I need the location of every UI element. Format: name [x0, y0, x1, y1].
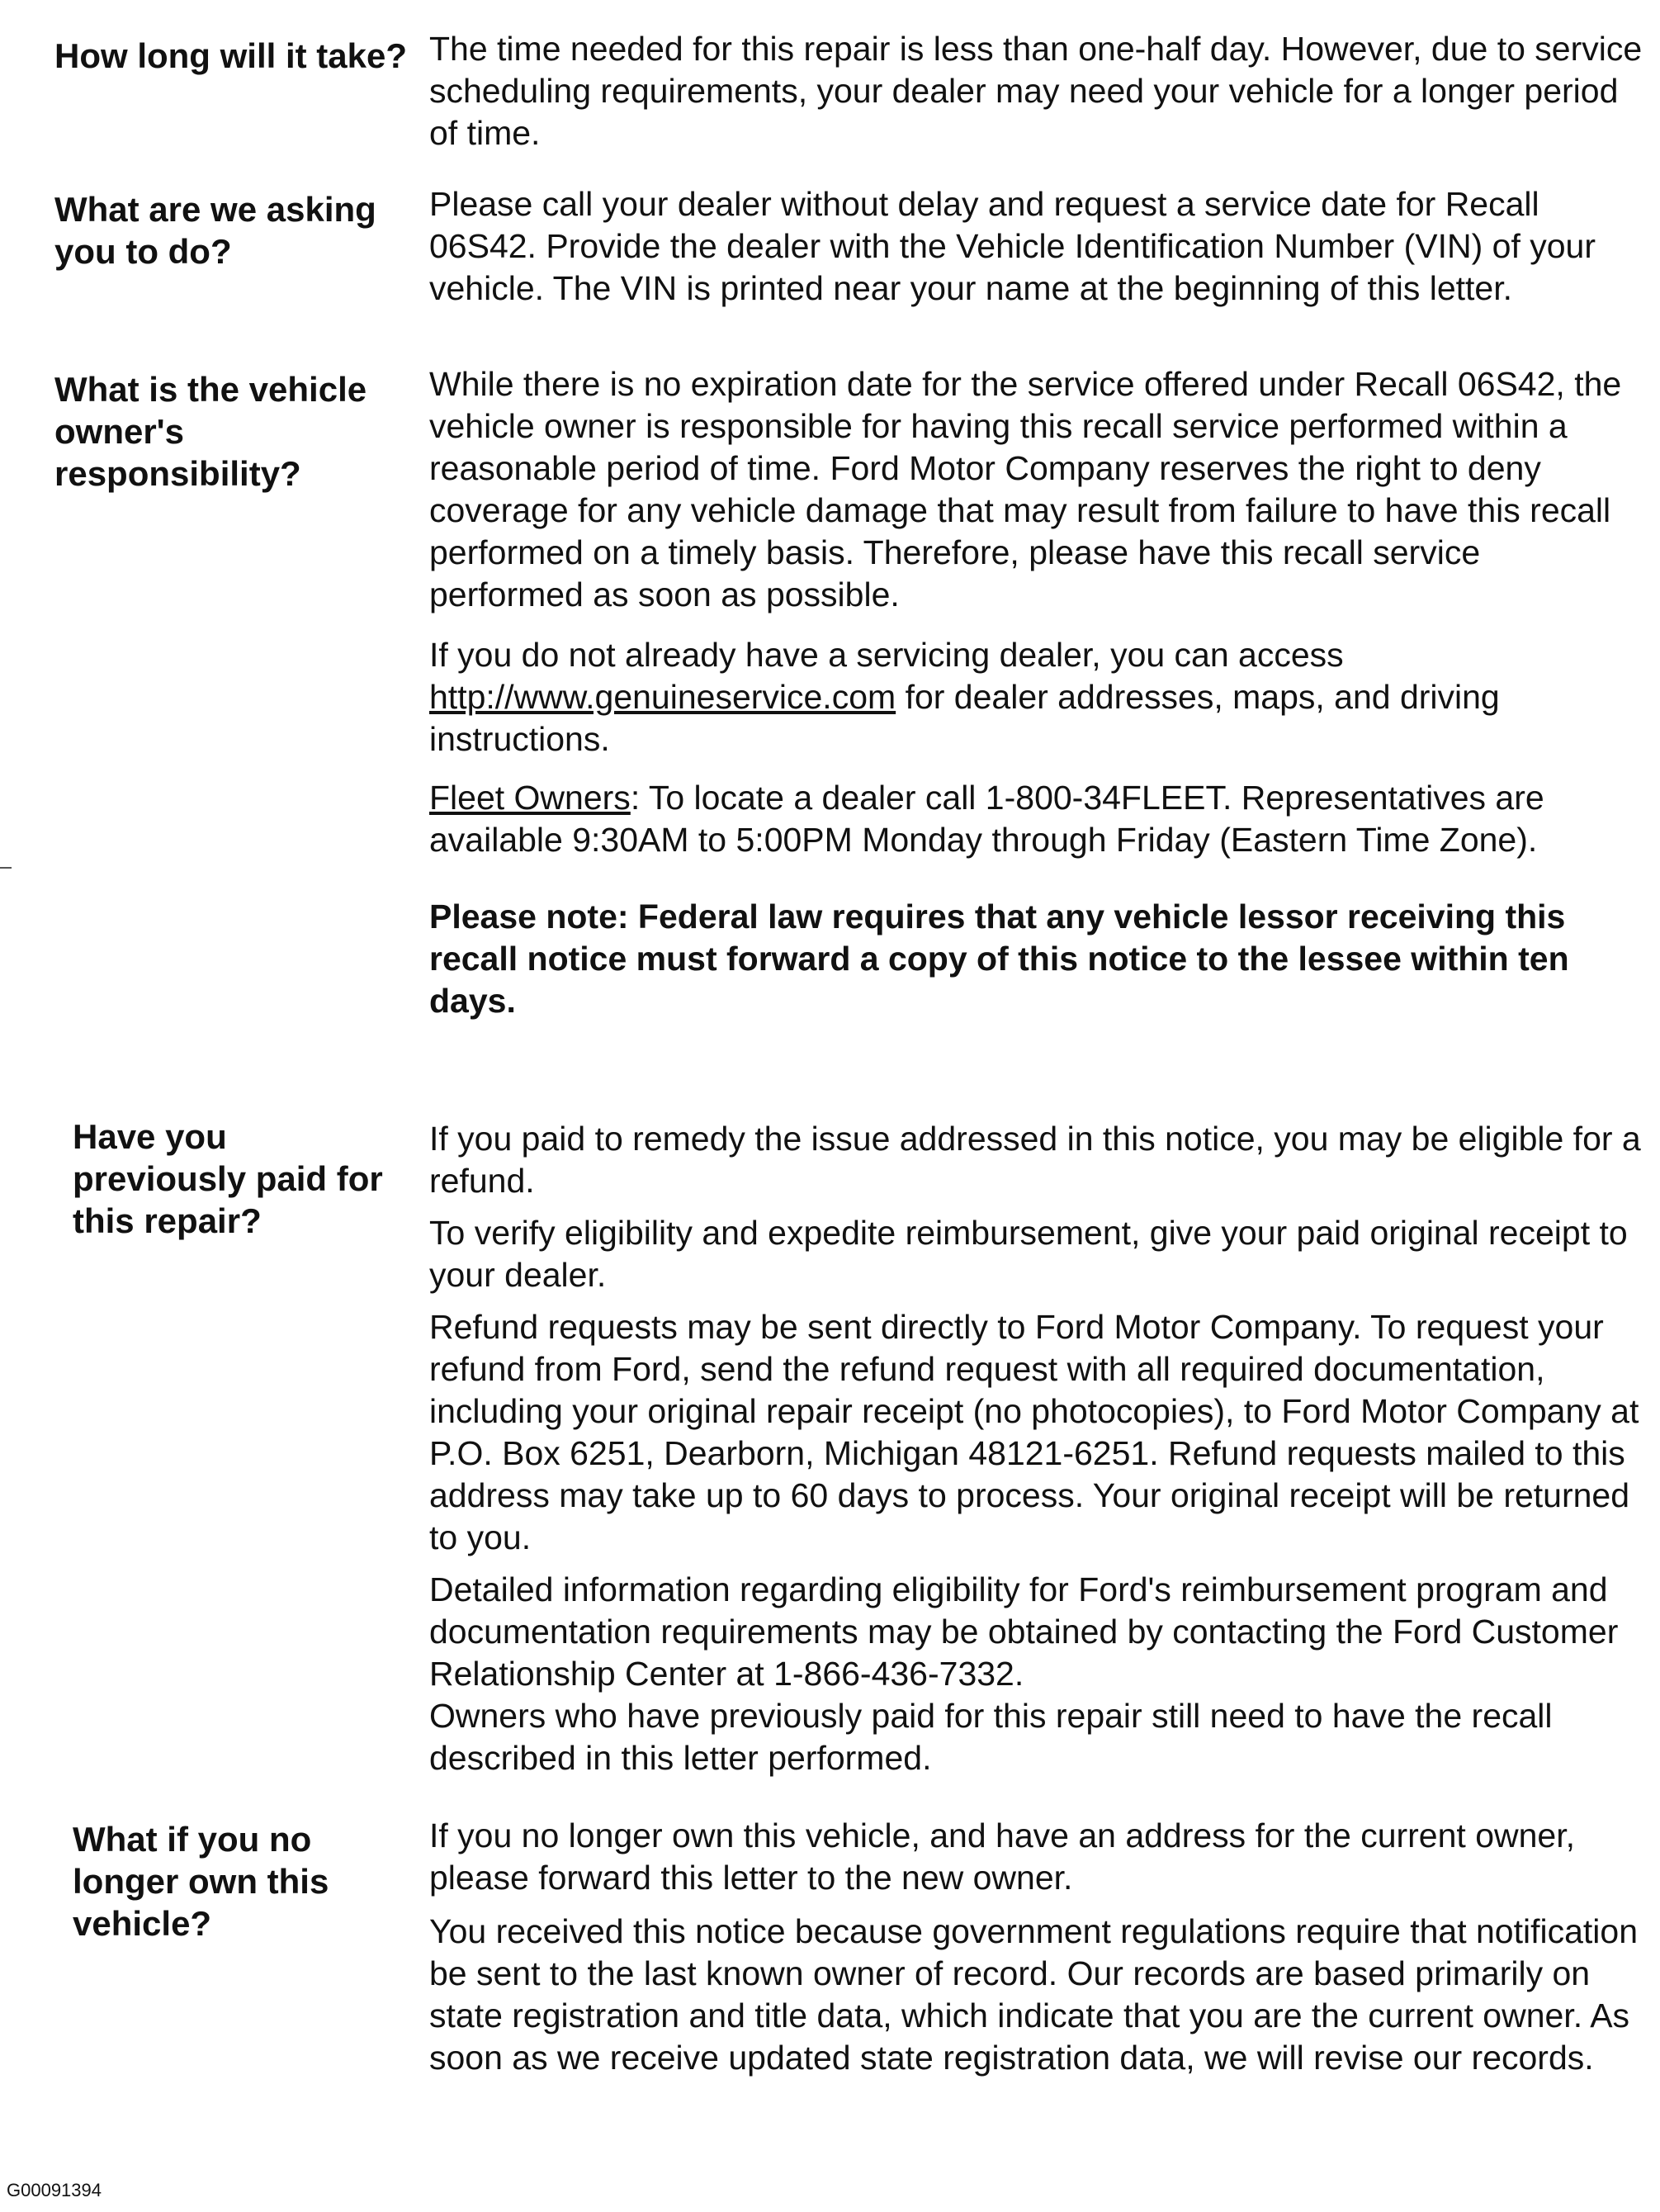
document-id: G00091394 — [7, 2180, 102, 2200]
dealer-text-post: for dealer addresses, maps, and driving instructions. — [429, 678, 1500, 758]
genuineservice-link[interactable]: http://www.genuineservice.com — [429, 678, 896, 716]
paragraph: If you no longer own this vehicle, and have an address for the current owner, please forward this letter to the new owner. — [429, 1816, 1575, 1897]
fleet-text: : To locate a dealer call 1-800-34FLEET. Representatives are available 9:30AM to 5:00PM Monday through Friday (Eastern Time Zone). — [429, 779, 1544, 859]
question-how-long: How long will it take? — [54, 36, 408, 75]
question-no-longer-own: What if you no longer own this vehicle? — [73, 1820, 329, 1943]
federal-law-note: Please note: Federal law requires that any vehicle lessor receiving this recall notice must forward a copy of this notice to the lessee within ten days. — [429, 898, 1569, 1020]
paragraph: You received this notice because government regulations require that notification be sent to the last known owner of record. Our records are based primarily on state registration and title data, which indicate that you are the current owner. As soon as we receive updated state registration data, we will revise our records. — [429, 1912, 1639, 2077]
paragraph: While there is no expiration date for the service offered under Recall 06S42, the vehicle owner is responsible for having this recall service performed within a reasonable period of time. Ford Motor Company reserves the right to deny coverage for any vehicle damage that may result from failure to have this recall performed on a timely basis. Therefore, please have this recall service performed as soon as possible. — [429, 365, 1622, 613]
question-what-asking: What are we asking you to do? — [54, 190, 376, 271]
paragraph: The time needed for this repair is less than one-half day. However, due to service scheduling requirements, your dealer may need your vehicle for a longer period of time. — [429, 30, 1643, 152]
answer-how-long — [429, 28, 1643, 154]
answer-what-asking — [429, 183, 1643, 310]
paragraph: If you paid to remedy the issue addressed in this notice, you may be eligible for a refund. — [429, 1120, 1641, 1200]
question-owner-responsibility: What is the vehicle owner's responsibility? — [54, 370, 367, 493]
answer-no-longer-own — [429, 1815, 1643, 2079]
dealer-text-pre: If you do not already have a servicing dealer, you can access — [429, 636, 1344, 674]
question-previously-paid: Have you previously paid for this repair? — [73, 1117, 383, 1240]
answer-previously-paid — [429, 1118, 1643, 1779]
scan-mark — [0, 867, 12, 869]
fleet-paragraph — [429, 777, 1643, 861]
answer-owner-responsibility — [429, 363, 1643, 1022]
paragraph: Refund requests may be sent directly to Ford Motor Company. To request your refund from Ford, send the refund request with all required documentation, including your original repair receipt (no photocopies), to Ford Motor Company at P.O. Box 6251, Dearborn, Michigan 48121-6251. Refund requests mailed to this address may take up to 60 days to process. Your original receipt will be returned to you. — [429, 1308, 1639, 1556]
paragraph: Detailed information regarding eligibility for Ford's reimbursement program and documentation requirements may be obtained by contacting the Ford Customer Relationship Center at 1-866-436-7332. — [429, 1570, 1619, 1693]
paragraph: Please call your dealer without delay and request a service date for Recall 06S42. Provide the dealer with the Vehicle Identification Number (VIN) of your vehicle. The VIN is printed near your name at the beginning of this letter. — [429, 185, 1596, 307]
paragraph: To verify eligibility and expedite reimbursement, give your paid original receipt to your dealer. — [429, 1214, 1628, 1294]
dealer-paragraph — [429, 634, 1643, 760]
paragraph: Owners who have previously paid for this repair still need to have the recall described in this letter performed. — [429, 1697, 1553, 1777]
fleet-owners-label: Fleet Owners — [429, 779, 631, 817]
